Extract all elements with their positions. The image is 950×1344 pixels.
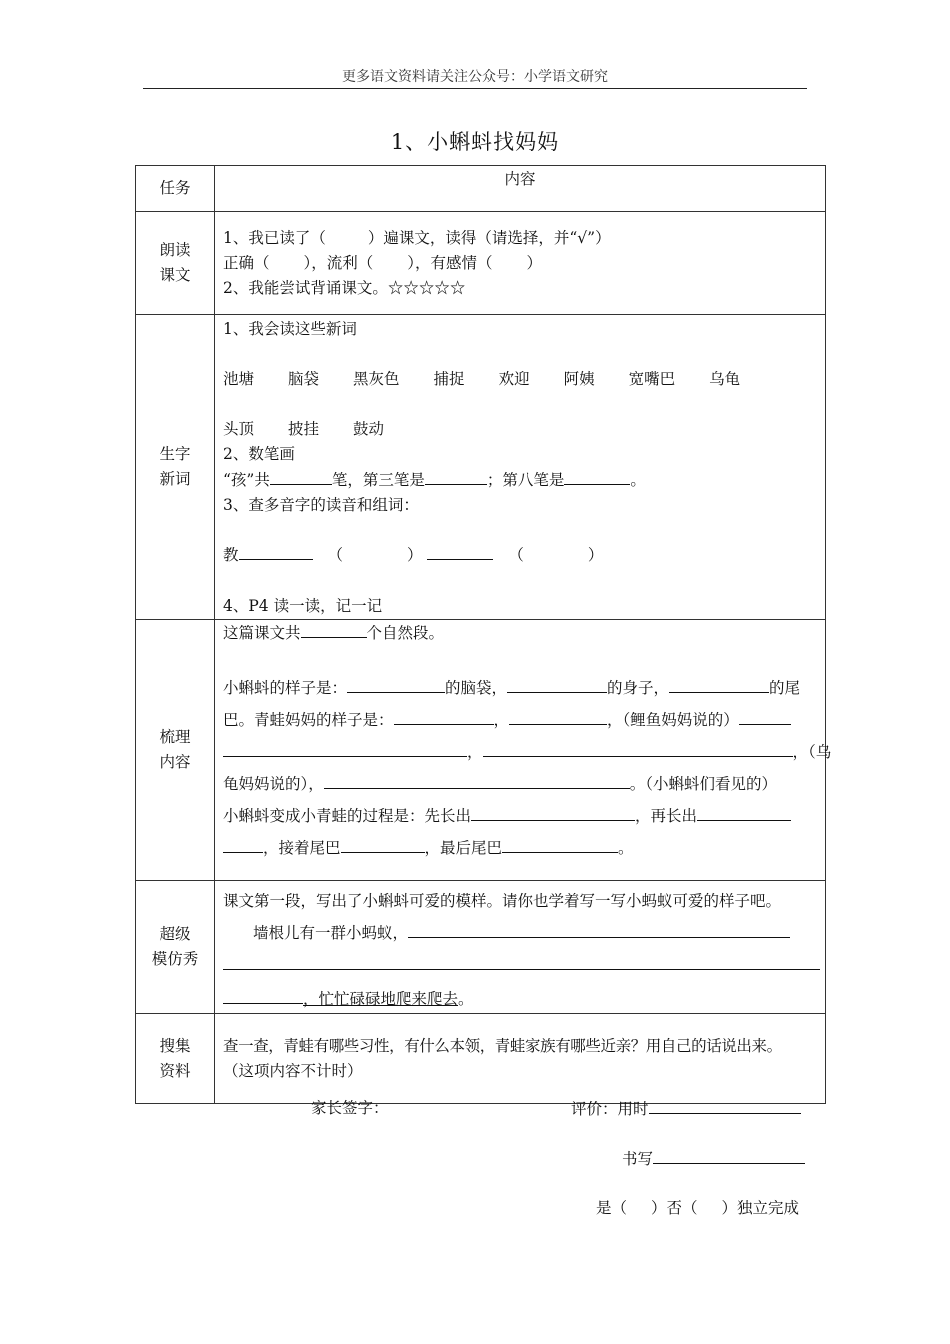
worksheet-table xyxy=(135,165,832,1104)
stroke-b: 笔，第三笔是 xyxy=(331,471,425,489)
writing-blank[interactable] xyxy=(653,1146,805,1164)
sorting-p6a: 小蝌蚪变成小青蛙的过程是：先长出 xyxy=(223,807,472,825)
word-item: 披挂 xyxy=(288,420,320,438)
read-l2d: ） xyxy=(526,254,543,272)
header-divider xyxy=(143,88,807,89)
imitate-line-4 xyxy=(223,985,817,1013)
sorting-line-6 xyxy=(223,800,817,832)
sorting-p1b: 个自然段。 xyxy=(366,624,445,642)
content-cell-imitate xyxy=(215,881,826,1014)
sorting-p2a: 小蝌蚪的样子是： xyxy=(223,679,348,697)
sorting-p2d: 的尾 xyxy=(769,679,801,697)
independent-label: ）独立完成 xyxy=(721,1199,800,1217)
words-q1: 1、我会读这些新词 xyxy=(223,320,357,338)
task-read-line1: 朗读 xyxy=(159,241,191,259)
read-l2b: ），流利（ xyxy=(303,254,374,272)
table-row-sorting xyxy=(136,620,826,881)
blank[interactable] xyxy=(564,467,630,485)
blank[interactable] xyxy=(394,707,494,725)
word-item: 乌龟 xyxy=(709,370,741,388)
table-header-row xyxy=(136,166,826,212)
word-item: 捕捉 xyxy=(433,370,465,388)
blank[interactable] xyxy=(408,920,790,938)
writing-label: 书写 xyxy=(622,1150,654,1168)
task-sorting-line1: 梳理 xyxy=(159,728,191,746)
blank[interactable] xyxy=(347,675,445,693)
task-collect-line2: 资料 xyxy=(159,1061,191,1080)
independent-line xyxy=(596,1196,799,1218)
writing-line xyxy=(622,1146,805,1169)
task-words-line1: 生字 xyxy=(159,445,191,463)
word-item: 阿姨 xyxy=(563,370,595,388)
words-poly-line xyxy=(223,542,817,568)
sorting-p7c: 。 xyxy=(618,839,634,857)
sorting-line-1 xyxy=(223,620,817,646)
words-row-1 xyxy=(223,367,817,392)
task-cell-collect xyxy=(136,1014,215,1104)
task-cell-imitate xyxy=(136,881,215,1014)
content-cell-read xyxy=(215,212,826,315)
sorting-line-3 xyxy=(223,704,817,736)
paren-close: ） xyxy=(587,546,604,564)
content-cell-words xyxy=(215,315,826,620)
sorting-p2c: 的身子， xyxy=(607,679,670,697)
table-row-read xyxy=(136,212,826,315)
words-stroke-line xyxy=(223,467,817,493)
read-line-1 xyxy=(223,226,817,251)
sorting-p4a: ， xyxy=(467,743,483,761)
task-imitate-line1: 超级 xyxy=(159,925,191,943)
blank[interactable] xyxy=(697,803,791,821)
word-item: 脑袋 xyxy=(288,370,320,388)
task-collect-line1: 搜集 xyxy=(159,1036,191,1055)
imitate-l4b: 。 xyxy=(458,990,474,1008)
read-l1a: 1、我已读了（ xyxy=(223,229,326,247)
table-row-words xyxy=(136,315,826,620)
word-item: 池塘 xyxy=(223,370,255,388)
yes-label: 是（ xyxy=(596,1199,628,1217)
word-item: 鼓动 xyxy=(353,420,385,438)
sorting-line-5 xyxy=(223,768,817,800)
read-l2a: 正确（ xyxy=(223,254,270,272)
sorting-p4b: ，（乌 xyxy=(792,743,832,761)
blank[interactable] xyxy=(223,739,467,757)
words-row-2 xyxy=(223,417,817,442)
words-q2: 2、数笔画 xyxy=(223,445,295,463)
read-line-3: 2、我能尝试背诵课文。☆☆☆☆☆ xyxy=(223,279,466,297)
sorting-line-4 xyxy=(223,736,832,768)
sorting-p7b: ，最后尾巴 xyxy=(424,839,503,857)
task-cell-read xyxy=(136,212,215,315)
paren-open: （ xyxy=(327,546,343,564)
imitate-l2: 墙根儿有一群小蚂蚁， xyxy=(253,924,409,942)
task-sorting-line2: 内容 xyxy=(159,753,191,771)
blank[interactable] xyxy=(425,467,487,485)
blank[interactable] xyxy=(507,675,607,693)
word-item: 宽嘴巴 xyxy=(628,370,676,388)
header-text: 更多语文资料请关注公众号：小学语文研究 xyxy=(342,69,608,85)
word-item: 头顶 xyxy=(223,420,255,438)
imitate-line-1: 课文第一段，写出了小蝌蚪可爱的模样。请你也学着写一写小蚂蚁可爱的样子吧。 xyxy=(223,892,782,910)
sorting-line-2 xyxy=(223,672,817,704)
word-item: 欢迎 xyxy=(498,370,530,388)
col-content-header: 内容 xyxy=(215,166,826,212)
table-row-collect xyxy=(136,1014,826,1104)
blank[interactable] xyxy=(509,707,607,725)
imitate-l4a: ，忙忙碌碌地爬来爬去 xyxy=(303,990,459,1008)
sorting-p3b: ， xyxy=(493,711,510,729)
paren-open: （ xyxy=(508,546,524,564)
read-l2c: ），有感情（ xyxy=(407,254,493,272)
sorting-p5b: 。（小蝌蚪们看见的） xyxy=(629,775,778,793)
eval-time-label: 评价：用时 xyxy=(571,1100,649,1118)
stroke-c: ；第八笔是 xyxy=(486,471,565,489)
page-title: 1、小蝌蚪找妈妈 xyxy=(390,130,560,154)
sorting-p3c: ，（鲤鱼妈妈说的） xyxy=(607,711,739,729)
sorting-p7a: ，接着尾巴 xyxy=(263,839,341,857)
words-q3: 3、查多音字的读音和组词： xyxy=(223,496,419,514)
blank[interactable] xyxy=(223,835,263,853)
words-q4: 4、P4 读一读，记一记 xyxy=(223,597,383,615)
blank[interactable] xyxy=(223,952,820,970)
col-task-header: 任务 xyxy=(136,166,215,212)
read-l1b: ）遍课文，读得（请选择，并“√”） xyxy=(367,229,611,247)
blank[interactable] xyxy=(669,675,769,693)
eval-time-line xyxy=(571,1096,801,1119)
blank[interactable] xyxy=(502,835,618,853)
blank[interactable] xyxy=(483,739,793,757)
content-cell-collect xyxy=(215,1014,826,1104)
blank[interactable] xyxy=(324,771,630,789)
collect-line-2: （这项内容不计时） xyxy=(223,1062,363,1080)
task-cell-sorting xyxy=(136,620,215,881)
time-blank[interactable] xyxy=(649,1096,801,1114)
parent-sign-label: 家长签字： xyxy=(311,1099,389,1117)
paren-close: ） xyxy=(406,546,423,564)
content-cell-sorting xyxy=(215,620,832,881)
blank[interactable] xyxy=(301,620,367,638)
stroke-d: 。 xyxy=(630,471,646,489)
blank[interactable] xyxy=(471,803,635,821)
task-words-line2: 新词 xyxy=(159,470,191,488)
blank[interactable] xyxy=(270,467,332,485)
task-cell-words xyxy=(136,315,215,620)
blank[interactable] xyxy=(239,542,313,560)
collect-line-1: 查一查，青蛙有哪些习性，有什么本领，青蛙家族有哪些近亲？用自己的话说出来。 xyxy=(223,1037,782,1055)
blank[interactable] xyxy=(739,707,791,725)
blank[interactable] xyxy=(427,542,493,560)
poly-char: 教 xyxy=(223,546,239,564)
sorting-p6b: ，再长出 xyxy=(635,807,698,825)
sorting-line-7 xyxy=(223,832,817,864)
task-read-line2: 课文 xyxy=(159,266,191,284)
word-item: 黑灰色 xyxy=(353,370,400,388)
sorting-p2b: 的脑袋， xyxy=(445,679,508,697)
sorting-p5a: 龟妈妈说的）， xyxy=(223,775,324,793)
task-imitate-line2: 模仿秀 xyxy=(151,950,199,968)
blank[interactable] xyxy=(341,835,425,853)
stroke-a: “孩”共 xyxy=(223,471,270,489)
blank[interactable] xyxy=(223,986,303,1004)
imitate-line-3 xyxy=(223,951,817,979)
sorting-p3a: 巴。青蛙妈妈的样子是： xyxy=(223,711,394,729)
read-line-2 xyxy=(223,251,817,276)
imitate-line-2 xyxy=(223,915,817,951)
no-label: ）否（ xyxy=(651,1199,698,1217)
sorting-p1a: 这篇课文共 xyxy=(223,624,301,642)
table-row-imitate xyxy=(136,881,826,1014)
